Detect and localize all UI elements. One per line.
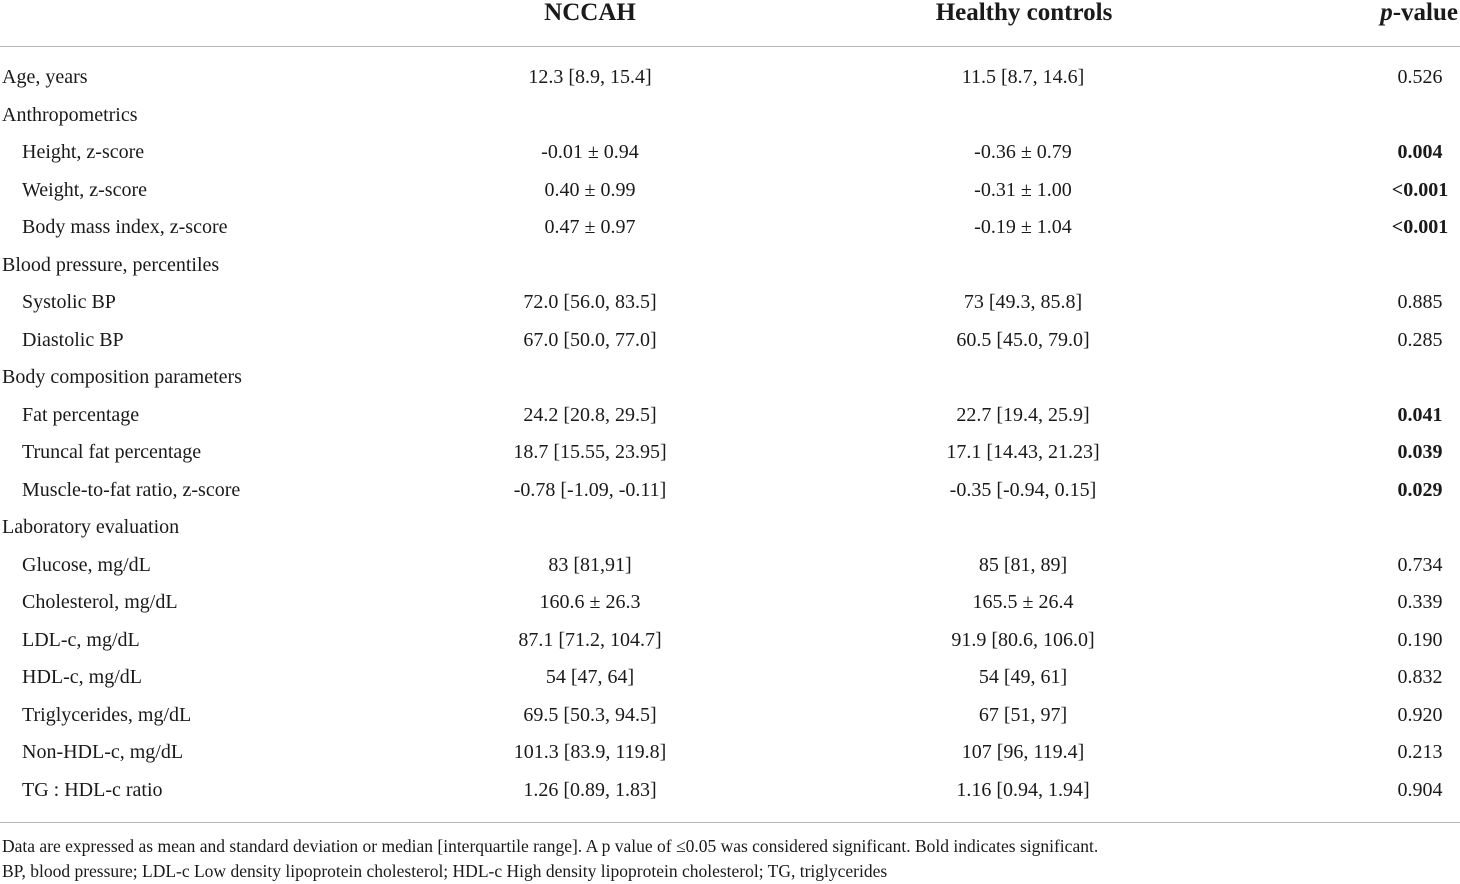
cell-nccah: 101.3 [83.9, 119.8]	[513, 741, 667, 763]
cell-healthy-controls: -0.31 ± 1.00	[974, 178, 1072, 201]
column-header-healthy-controls: Healthy controls	[935, 0, 1113, 26]
cell-healthy-controls: -0.35 [-0.94, 0.15]	[949, 478, 1097, 501]
row-label: Non-HDL-c, mg/dL	[22, 741, 184, 763]
cell-p-value: 0.285	[1397, 328, 1443, 351]
table-section-row	[0, 59, 1460, 97]
cell-healthy-controls: 17.1 [14.43, 21.23]	[946, 441, 1100, 463]
cell-healthy-controls: 54 [49, 61]	[978, 666, 1068, 688]
row-label: Systolic BP	[22, 291, 116, 313]
cell-nccah: 54 [47, 64]	[545, 666, 635, 688]
cell-healthy-controls: 60.5 [45.0, 79.0]	[956, 328, 1090, 351]
cell-nccah: -0.01 ± 0.94	[541, 141, 639, 163]
footnote-line-1: Data are expressed as mean and standard deviation or median [interquartile range]. A p value of ≤0.05 was considered significant. Bold indicates significant.	[2, 836, 1099, 856]
table-body	[0, 59, 1460, 809]
column-header-nccah: NCCAH	[544, 0, 636, 26]
table-section-row	[0, 97, 1460, 135]
cell-healthy-controls: 73 [49.3, 85.8]	[963, 291, 1083, 313]
cell-healthy-controls: 107 [96, 119.4]	[961, 741, 1085, 763]
cell-nccah: 83 [81,91]	[548, 553, 632, 576]
row-label: Laboratory evaluation	[2, 516, 180, 538]
row-label: Glucose, mg/dL	[22, 553, 151, 576]
row-label: Fat percentage	[22, 403, 140, 426]
cell-nccah: 69.5 [50.3, 94.5]	[523, 703, 657, 726]
row-label: Age, years	[2, 66, 88, 88]
cell-nccah: 1.26 [0.89, 1.83]	[523, 778, 657, 801]
footnote-line-2: BP, blood pressure; LDL-c Low density lipoprotein cholesterol; HDL-c High density lipoprotein cholesterol; TG, triglycerides	[2, 861, 888, 881]
table-section-row	[0, 247, 1460, 285]
cell-nccah: 24.2 [20.8, 29.5]	[523, 403, 657, 426]
cell-healthy-controls: 91.9 [80.6, 106.0]	[951, 628, 1095, 651]
row-label: Muscle-to-fat ratio, z-score	[22, 478, 241, 501]
cell-p-value: 0.029	[1397, 478, 1443, 501]
cell-p-value: 0.004	[1397, 141, 1443, 163]
cell-nccah: 0.40 ± 0.99	[544, 178, 636, 201]
row-label: HDL-c, mg/dL	[22, 666, 142, 688]
cell-p-value: 0.920	[1397, 703, 1443, 726]
row-label: Cholesterol, mg/dL	[22, 591, 178, 613]
table-row	[0, 397, 1460, 435]
footer-divider	[0, 822, 1460, 823]
row-label: Triglycerides, mg/dL	[22, 703, 192, 726]
table-row	[0, 209, 1460, 247]
cell-healthy-controls: 165.5 ± 26.4	[972, 591, 1074, 613]
cell-p-value: 0.039	[1397, 441, 1443, 463]
table-row	[0, 434, 1460, 472]
row-label: Weight, z-score	[22, 178, 147, 201]
table-row	[0, 472, 1460, 510]
cell-nccah: 72.0 [56.0, 83.5]	[523, 291, 657, 313]
row-label: Body composition parameters	[2, 366, 242, 388]
cell-p-value: 0.832	[1397, 666, 1443, 688]
row-label: Anthropometrics	[2, 103, 138, 126]
table-row	[0, 172, 1460, 210]
table-row	[0, 659, 1460, 697]
row-label: Height, z-score	[22, 141, 145, 163]
p-value-suffix: -value	[1392, 0, 1458, 26]
cell-healthy-controls: -0.19 ± 1.04	[974, 216, 1072, 238]
row-label: Truncal fat percentage	[22, 441, 202, 463]
cell-p-value: 0.526	[1397, 66, 1443, 88]
cell-nccah: 0.47 ± 0.97	[544, 216, 636, 238]
cell-p-value: 0.885	[1397, 291, 1443, 313]
cell-healthy-controls: -0.36 ± 0.79	[974, 141, 1072, 163]
table-section-row	[0, 509, 1460, 547]
cell-nccah: 67.0 [50.0, 77.0]	[523, 328, 657, 351]
row-label: TG : HDL-c ratio	[22, 778, 163, 801]
cell-p-value: 0.190	[1397, 628, 1443, 651]
cell-p-value: 0.213	[1397, 741, 1443, 763]
cell-healthy-controls: 85 [81, 89]	[978, 553, 1068, 576]
cell-healthy-controls: 1.16 [0.94, 1.94]	[956, 778, 1090, 801]
row-label: Blood pressure, percentiles	[2, 253, 220, 276]
header-divider	[0, 46, 1460, 47]
table-row	[0, 622, 1460, 660]
table-row	[0, 734, 1460, 772]
column-header-p-value	[1380, 0, 1458, 26]
table-row	[0, 284, 1460, 322]
table-row	[0, 584, 1460, 622]
cell-p-value: 0.904	[1397, 778, 1443, 801]
p-value-italic-p: p	[1380, 0, 1393, 26]
table-row	[0, 134, 1460, 172]
table-row	[0, 697, 1460, 735]
table-row	[0, 772, 1460, 810]
cell-healthy-controls: 22.7 [19.4, 25.9]	[956, 403, 1090, 426]
cell-p-value: <0.001	[1391, 178, 1449, 201]
cell-nccah: 87.1 [71.2, 104.7]	[518, 628, 662, 651]
table-row	[0, 322, 1460, 360]
cell-healthy-controls: 67 [51, 97]	[978, 703, 1068, 726]
cell-nccah: 18.7 [15.55, 23.95]	[513, 441, 667, 463]
cell-nccah: -0.78 [-1.09, -0.11]	[513, 478, 667, 501]
cell-healthy-controls: 11.5 [8.7, 14.6]	[961, 66, 1085, 88]
cell-p-value: 0.041	[1397, 403, 1443, 426]
table-header	[0, 0, 1460, 46]
row-label: Diastolic BP	[22, 328, 124, 351]
cell-nccah: 160.6 ± 26.3	[539, 591, 641, 613]
row-label: Body mass index, z-score	[22, 216, 228, 238]
cell-p-value: 0.339	[1397, 591, 1443, 613]
table-section-row	[0, 359, 1460, 397]
cell-nccah: 12.3 [8.9, 15.4]	[528, 66, 652, 88]
cell-p-value: <0.001	[1391, 216, 1449, 238]
table-row	[0, 547, 1460, 585]
table-footnotes	[2, 834, 1098, 884]
row-label: LDL-c, mg/dL	[22, 628, 140, 651]
cell-p-value: 0.734	[1397, 553, 1443, 576]
